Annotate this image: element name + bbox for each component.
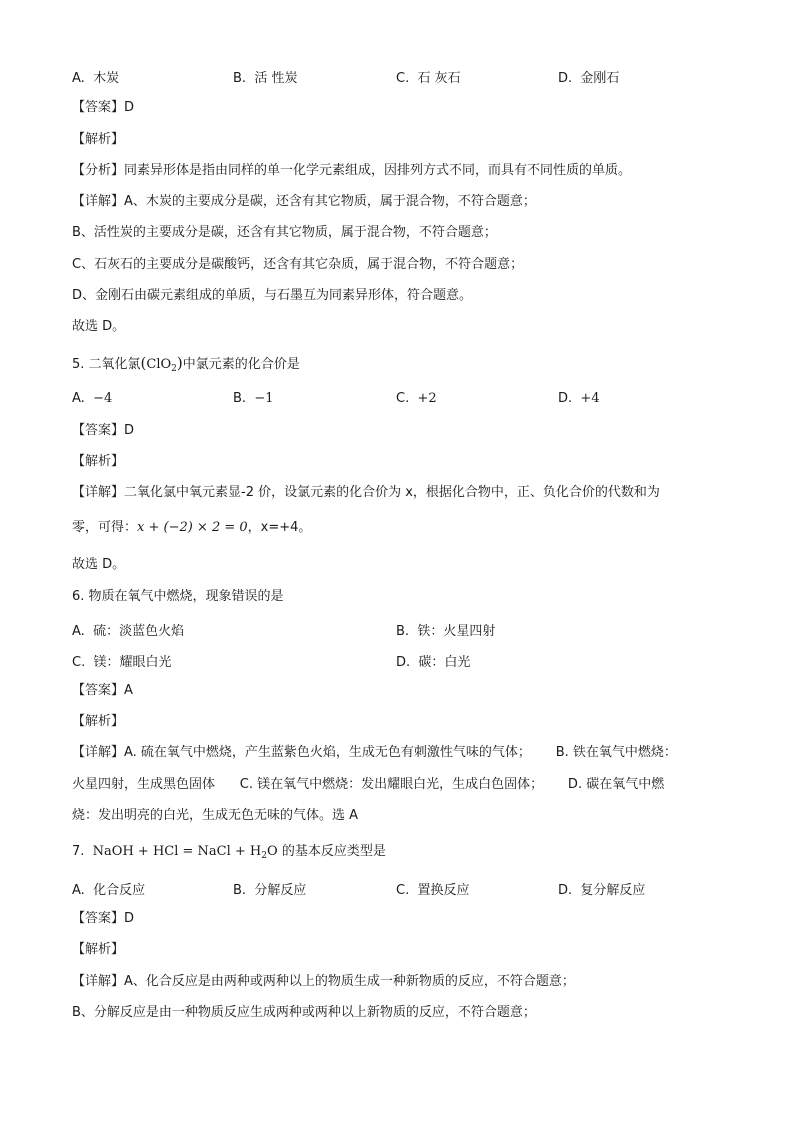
q7-detail-line: 【详解】A、化合反应是由两种或两种以上的物质生成一种新物质的反应，不符合题意； — [72, 974, 575, 989]
q5-stem-suffix: 中氯元素的化合价是 — [182, 357, 300, 372]
q4-option-b — [233, 67, 297, 86]
q5-detail-suffix: ，x=+4。 — [247, 520, 312, 535]
q6-option-a — [72, 620, 184, 639]
option-label: B. — [233, 71, 247, 86]
q6-option-d — [396, 651, 470, 670]
option-text: 活 性炭 — [254, 71, 298, 86]
q6-detail-line: 火星四射，生成黑色固体 C. 镁在氧气中燃烧：发出耀眼白光，生成白色固体； D. 碳在氧气中燃 — [72, 777, 665, 792]
option-label: D. — [558, 71, 573, 86]
option-label: A. — [72, 71, 85, 86]
q7-stem-suffix: 的基本反应类型是 — [277, 844, 386, 859]
q6-detail-line: 【详解】A. 硫在氧气中燃烧，产生蓝紫色火焰，生成无色有刺激性气味的气体； B. 铁在氧气中燃烧： — [72, 745, 677, 760]
q5-option-d — [558, 391, 600, 406]
q4-detail-line: C、石灰石的主要成分是碳酸钙，还含有其它杂质，属于混合物，不符合题意； — [72, 257, 524, 272]
option-label: C. — [396, 71, 410, 86]
option-text: +4 — [580, 391, 600, 406]
q7-equation: NaOH + HCl = NaCl + H — [92, 844, 262, 859]
q4-detail-line: D、金刚石由碳元素组成的单质，与石墨互为同素异形体，符合题意。 — [72, 288, 473, 303]
q4-fenxi: 【分析】同素异形体是指由同样的单一化学元素组成，因排列方式不同，而具有不同性质的单质。 — [72, 163, 632, 178]
q5-option-b — [233, 391, 274, 406]
q6-option-b — [396, 620, 495, 639]
q4-option-d — [558, 67, 619, 86]
q4-analysis-tag: 【解析】 — [72, 132, 125, 147]
option-text: −4 — [93, 391, 113, 406]
option-label: A. — [72, 391, 85, 406]
option-label: D. — [396, 655, 411, 670]
q5-equation: x + (−2) × 2 = 0 — [137, 520, 248, 535]
q5-option-c — [396, 391, 437, 406]
q7-option-c — [396, 879, 470, 898]
option-text: 铁：火星四射 — [417, 624, 496, 639]
q4-detail-line: B、活性炭的主要成分是碳，还含有其它物质，属于混合物，不符合题意； — [72, 225, 497, 240]
q5-detail-line-1: 【详解】二氧化氯中氧元素显-2 价，设氯元素的化合价为 x，根据化合物中，正、负化合价的代数和为 — [72, 485, 660, 500]
q5-option-a — [72, 391, 112, 406]
q5-analysis-tag: 【解析】 — [72, 454, 125, 469]
option-label: D. — [558, 391, 573, 406]
option-text: 复分解反应 — [580, 883, 646, 898]
q4-detail-line: 【详解】A、木炭的主要成分是碳，还含有其它物质，属于混合物，不符合题意； — [72, 194, 536, 209]
q7-equation-end: O — [267, 844, 278, 859]
q5-formula-subscript: 2 — [171, 364, 177, 374]
q7-equation-subscript: 2 — [261, 851, 268, 861]
q6-detail-line: 烧：发出明亮的白光，生成无色无味的气体。选 A — [72, 808, 359, 823]
option-text: 硫：淡蓝色火焰 — [93, 624, 185, 639]
q4-option-a — [72, 67, 119, 86]
q4-answer: 【答案】D — [72, 100, 135, 115]
q5-detail-line-2 — [72, 519, 734, 537]
q4-conclusion: 故选 D。 — [72, 319, 126, 334]
q7-option-d — [558, 879, 645, 898]
q6-answer: 【答案】A — [72, 683, 133, 698]
option-text: −1 — [254, 391, 274, 406]
option-text: +2 — [417, 391, 437, 406]
q7-answer: 【答案】D — [72, 911, 135, 926]
option-text: 木炭 — [93, 71, 120, 86]
q5-conclusion: 故选 D。 — [72, 557, 126, 572]
option-label: A. — [72, 883, 85, 898]
q7-option-b — [233, 879, 306, 898]
option-label: D. — [558, 883, 573, 898]
option-label: C. — [72, 655, 86, 670]
option-text: 金刚石 — [580, 71, 620, 86]
option-label: C. — [396, 883, 410, 898]
q5-stem: 5. 二氧化氯(ClO$_2$)中氯元素的化合价是 — [72, 354, 300, 374]
q6-stem: 6. 物质在氧气中燃烧，现象错误的是 — [72, 589, 284, 604]
option-text: 分解反应 — [254, 883, 307, 898]
q7-stem — [72, 843, 734, 861]
option-text: 石 灰石 — [417, 71, 461, 86]
option-text: 镁：耀眼白光 — [93, 655, 172, 670]
q5-stem-prefix: 5. 二氧化氯 — [72, 357, 141, 372]
option-label: B. — [233, 391, 247, 406]
q7-analysis-tag: 【解析】 — [72, 942, 125, 957]
option-label: B. — [396, 624, 410, 639]
option-text: 置换反应 — [417, 883, 470, 898]
q5-answer: 【答案】D — [72, 423, 135, 438]
q6-option-c — [72, 651, 172, 670]
option-text: 化合反应 — [93, 883, 146, 898]
q7-option-a — [72, 879, 145, 898]
q7-detail-line: B、分解反应是由一种物质反应生成两种或两种以上新物质的反应，不符合题意； — [72, 1005, 536, 1020]
q5-formula: ClO — [146, 357, 172, 372]
q5-detail-prefix: 零，可得： — [72, 520, 138, 535]
q6-analysis-tag: 【解析】 — [72, 714, 125, 729]
q4-option-c — [396, 67, 461, 86]
option-label: C. — [396, 391, 410, 406]
q7-stem-prefix: 7. — [72, 844, 93, 859]
option-label: B. — [233, 883, 247, 898]
option-text: 碳：白光 — [418, 655, 471, 670]
option-label: A. — [72, 624, 85, 639]
